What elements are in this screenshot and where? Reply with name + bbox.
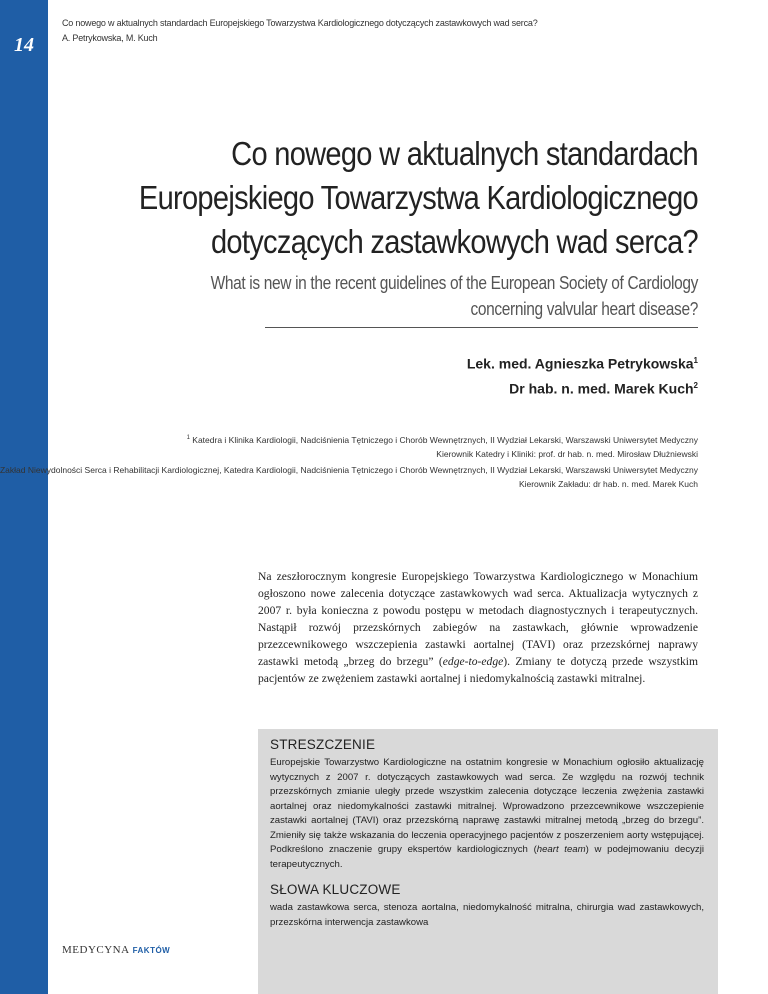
article-subtitle [148, 270, 698, 322]
affiliation-1-line-1: Katedra i Klinika Kardiologii, Nadciśnienia Tętniczego i Chorób Wewnętrznych, II Wydział Lekarski, Warszawski Uniwersytet Medyczny [192, 434, 698, 445]
abstract-text: Europejskie Towarzystwo Kardiologiczne na ostatnim kongresie w Monachium ogłosiło aktualizację wytycznych z 2007 r. dotyczących zastawkowych wad serca. Ze względu na rozwój technik przezskórnych zmianie uległy przede wszystkim zalecenia dotyczące leczenia zwężenia zastawki aortalnej oraz niedomykalności zastawki mitralnej. Wprowadzono przezcewnikowe wszczepienie zastawki aortalnej (TAVI) oraz przezskórną naprawę zastawki mitralnej metodą „brzeg do brzegu”. Zmieniły się także wskazania do leczenia operacyjnego pacjentów z poszerzeniem aorty wstępującej. Podkreślono znaczenie grupy ekspertów kardiologicznych (heart team) w podejmowaniu decyzji terapeutycznych. [270, 757, 704, 870]
affiliation-2-line-1: Zakład Niewydolności Serca i Rehabilitacji Kardiologicznej, Katedra Kardiologii, Nadciśnienia Tętniczego i Chorób Wewnętrznych, II Wydział Lekarski, Warszawski Uniwersytet Medyczny [0, 464, 698, 475]
title-line-3: dotyczących zastawkowych wad serca? [210, 223, 698, 260]
title-line-1: Co nowego w aktualnych standardach [231, 135, 698, 172]
author-1 [467, 350, 698, 375]
author-2-name: Dr hab. n. med. Marek Kuch [509, 380, 694, 397]
affiliation-1-sup: 1 [186, 435, 190, 441]
subtitle-line-1: What is new in the recent guidelines of the European Society of Cardiology [210, 273, 698, 293]
keywords-text: wada zastawkowa serca, stenoza aortalna, niedomykalność mitralna, chirurgia wad zastawkowych, przezskórna interwencja zastawkowa [270, 902, 704, 928]
left-color-bar [0, 0, 48, 994]
affiliation-1-line-2: Kierownik Katedry i Kliniki: prof. dr hab. n. med. Mirosław Dłużniewski [436, 448, 698, 459]
author-list [467, 350, 698, 399]
subtitle-line-2: concerning valvular heart disease? [470, 299, 698, 319]
author-2-sup: 2 [693, 380, 698, 390]
keywords-heading: SŁOWA KLUCZOWE [270, 882, 401, 897]
affiliation-1 [187, 431, 698, 461]
abstract-box [258, 729, 718, 994]
page-number: 14 [14, 34, 34, 56]
author-2 [467, 375, 698, 400]
intro-paragraph: Na zeszłorocznym kongresie Europejskiego Towarzystwa Kardiologicznego w Monachium ogłoszono nowe zalecenia dotyczące zastawkowych wad serca. Aktualizacja wytycznych z 2007 r. była konieczna z powodu postępu w metodach diagnostycznych i terapeutycznych. Nastąpił rozwój przezskórnych zabiegów na zastawkach, głównie wprowadzenie przezcewnikowego wszczepienia zastawki aortalnej (TAVI) oraz przezskórnej naprawy zastawki metodą „brzeg do brzegu” (edge-to-edge). Zmiany te dotyczą przede wszystkim pacjentów ze zwężeniem zastawki aortalnej i niedomykalnością zastawki mitralnej. [258, 570, 699, 685]
title-divider [265, 327, 698, 328]
running-head-title: Co nowego w aktualnych standardach Europejskiego Towarzystwa Kardiologicznego dotyczących zastawkowych wad serca? [62, 18, 538, 28]
author-1-name: Lek. med. Agnieszka Petrykowska [466, 355, 694, 372]
running-head [62, 16, 538, 46]
article-title [135, 132, 698, 264]
author-1-sup: 1 [693, 356, 698, 365]
affiliation-2 [0, 461, 698, 491]
running-head-authors: A. Petrykowska, M. Kuch [62, 33, 158, 43]
publisher-logo: MEDYCYNA FAKTÓW [62, 944, 171, 956]
title-line-2: Europejskiego Towarzystwa Kardiologicznego [138, 179, 698, 216]
abstract-heading: STRESZCZENIE [270, 737, 376, 752]
affiliation-2-line-2: Kierownik Zakładu: dr hab. n. med. Marek Kuch [518, 478, 698, 489]
